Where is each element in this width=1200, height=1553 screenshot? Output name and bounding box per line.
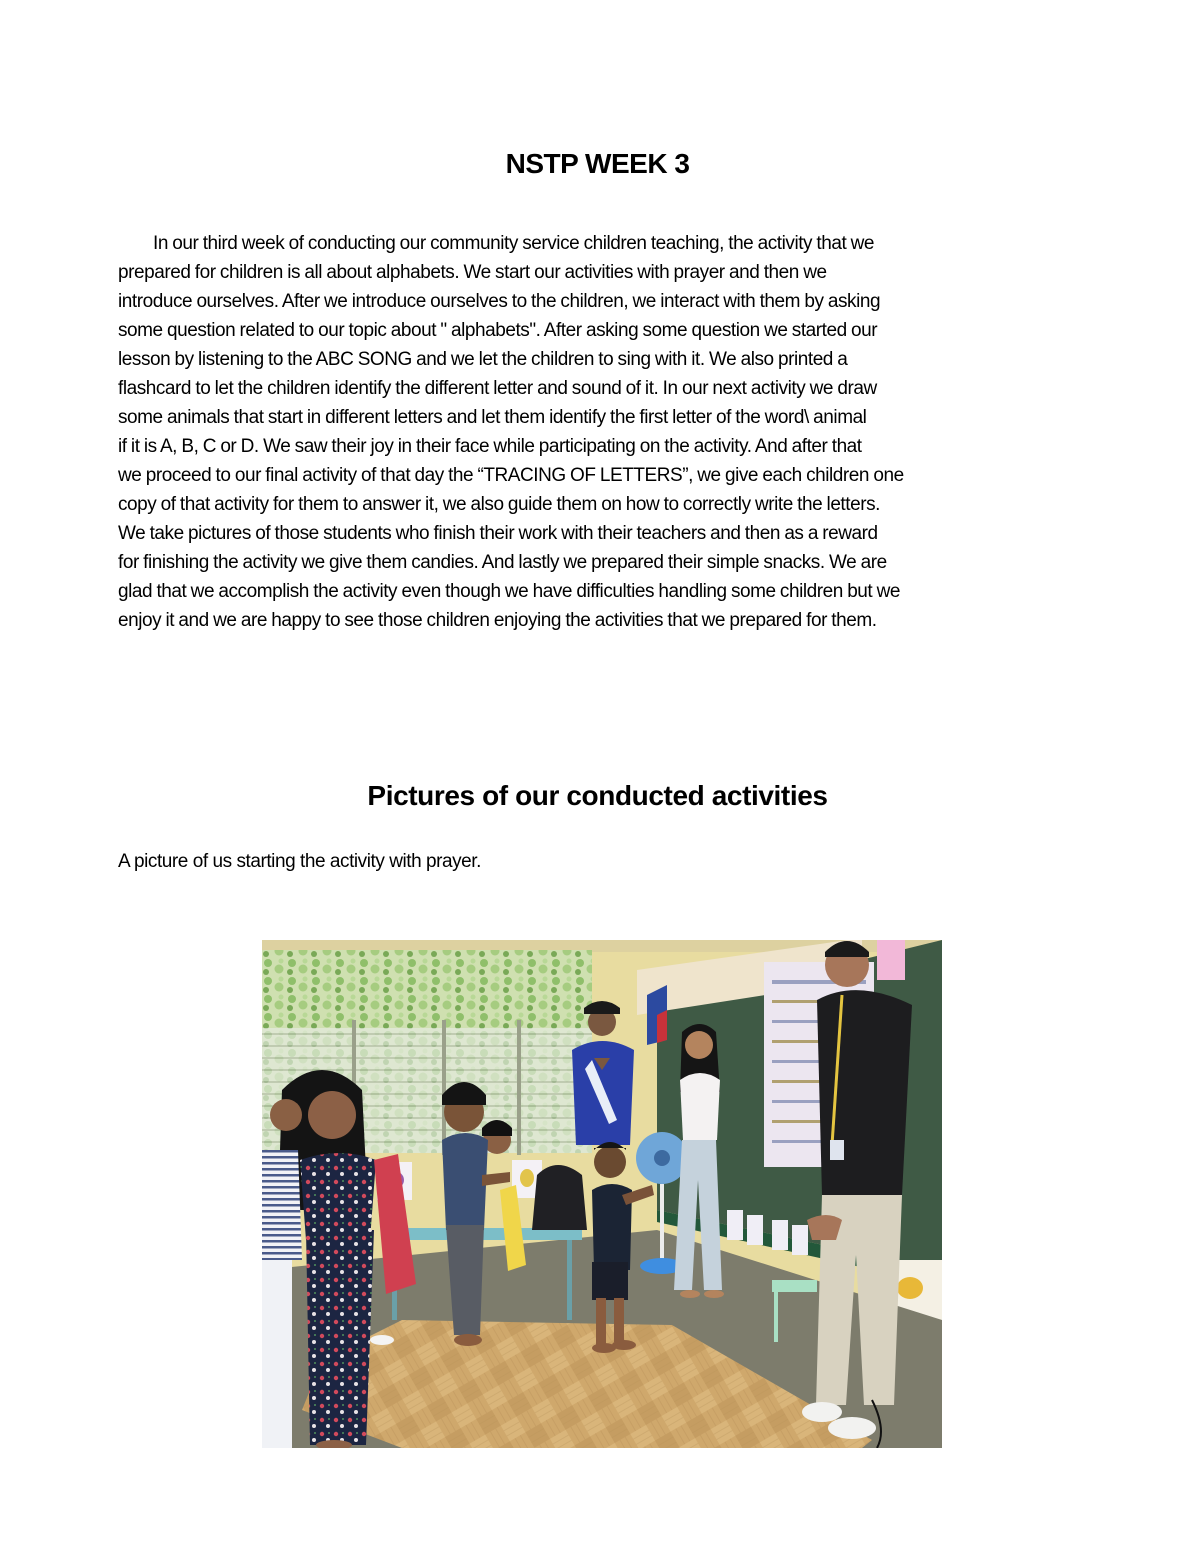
photo-illustration [262, 940, 942, 1448]
paragraph-line: We take pictures of those students who finish their work with their teachers and then as a reward [118, 523, 878, 544]
activity-photo [262, 940, 942, 1448]
paragraph-line: introduce ourselves. After we introduce ourselves to the children, we interact with them by asking [118, 291, 881, 312]
paragraph-line: some question related to our topic about " alphabets". After asking some question we started our [118, 320, 878, 341]
paragraph-line: some animals that start in different letters and let them identify the first letter of the word\ animal [118, 407, 867, 428]
paragraph-line: copy of that activity for them to answer it, we also guide them on how to correctly write the letters. [118, 494, 880, 515]
paragraph-line: if it is A, B, C or D. We saw their joy in their face while participating on the activity. And after that [118, 436, 862, 457]
paragraph-line: glad that we accomplish the activity even though we have difficulties handling some children but we [118, 581, 900, 602]
body-paragraph [118, 229, 1088, 635]
paragraph-line: for finishing the activity we give them candies. And lastly we prepared their simple snacks. We are [118, 552, 887, 573]
paragraph-line: flashcard to let the children identify the different letter and sound of it. In our next activity we draw [118, 378, 877, 399]
paragraph-line: prepared for children is all about alphabets. We start our activities with prayer and then we [118, 262, 827, 283]
section-heading: Pictures of our conducted activities [367, 780, 828, 811]
paragraph-line: we proceed to our final activity of that day the “TRACING OF LETTERS”, we give each children one [118, 465, 904, 486]
document-title: NSTP WEEK 3 [505, 148, 690, 179]
photo-caption: A picture of us starting the activity with prayer. [118, 851, 481, 872]
paragraph-line: enjoy it and we are happy to see those children enjoying the activities that we prepared for them. [118, 610, 877, 631]
paragraph-line: In our third week of conducting our community service children teaching, the activity that we [153, 233, 875, 254]
paragraph-line: lesson by listening to the ABC SONG and we let the children to sing with it. We also printed a [118, 349, 848, 370]
